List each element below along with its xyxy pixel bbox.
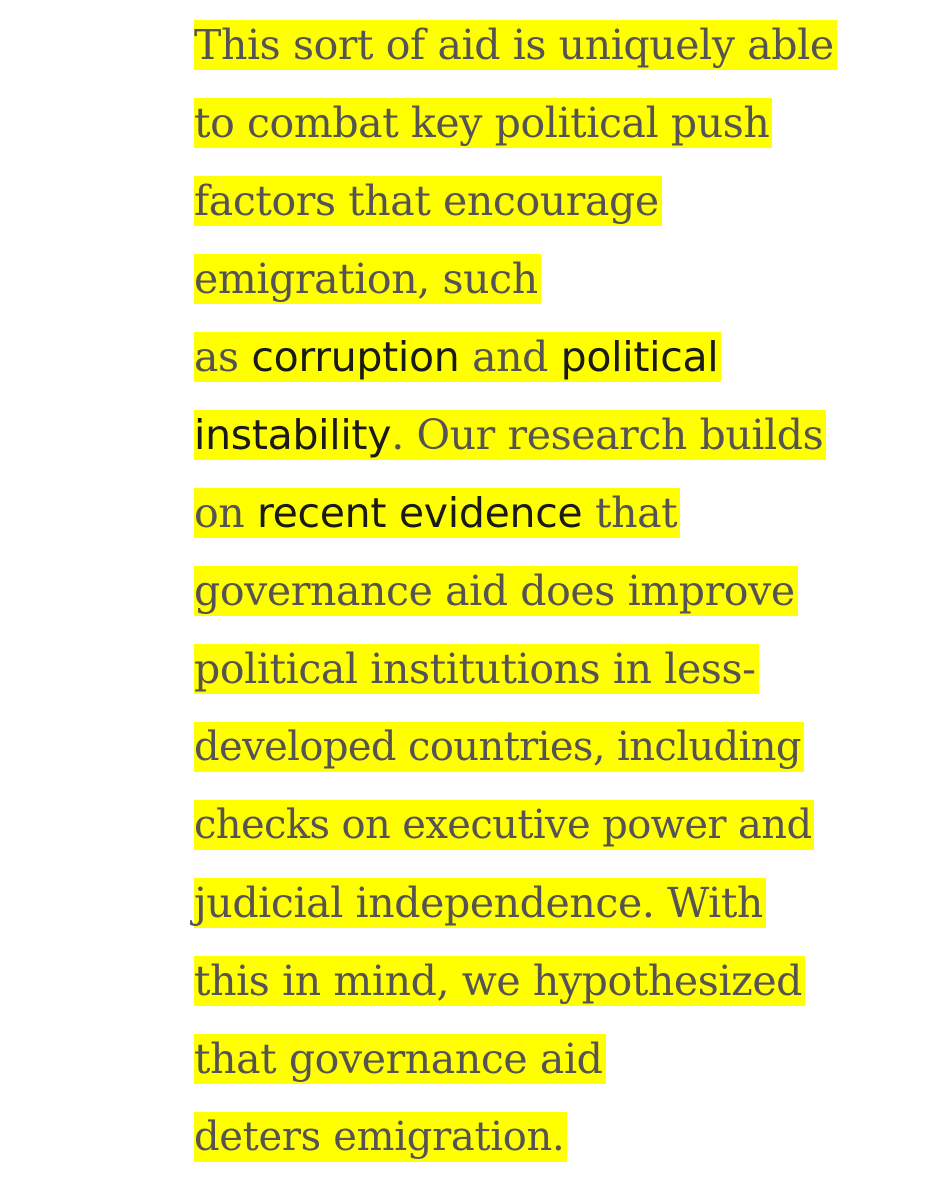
- paragraph-line: [194, 878, 914, 956]
- text-fragment: that: [582, 489, 678, 537]
- line-text: factors that encourage: [194, 176, 662, 226]
- paragraph-line: [194, 176, 914, 254]
- paragraph-line: [194, 410, 914, 488]
- paragraph-line: [194, 800, 914, 878]
- paragraph-line: [194, 1034, 914, 1112]
- political-instability-link-continued[interactable]: instability: [194, 411, 392, 459]
- political-instability-link[interactable]: political: [560, 333, 719, 381]
- line-text: governance aid does improve: [194, 566, 798, 616]
- line-text: deters emigration.: [194, 1112, 567, 1162]
- line-text: this in mind, we hypothesized: [194, 956, 805, 1006]
- line-text: to combat key political push: [194, 98, 772, 148]
- line-text: [194, 488, 680, 538]
- line-text: [194, 410, 826, 460]
- line-text: emigration, such: [194, 254, 541, 304]
- text-fragment: . Our research builds: [391, 411, 824, 459]
- paragraph-line: [194, 20, 914, 98]
- line-text: judicial independence. With: [194, 878, 766, 928]
- line-text: political institutions in less-: [194, 644, 759, 694]
- line-text: checks on executive power and: [194, 800, 814, 850]
- paragraph-line: [194, 254, 914, 332]
- paragraph-line: [194, 566, 914, 644]
- line-text: This sort of aid is uniquely able: [194, 20, 837, 70]
- text-fragment: on: [194, 489, 257, 537]
- text-fragment: and: [459, 333, 561, 381]
- paragraph-line: [194, 722, 914, 800]
- paragraph-line: [194, 488, 914, 566]
- highlighted-paragraph: [194, 20, 914, 1190]
- recent-evidence-link[interactable]: recent evidence: [256, 489, 583, 537]
- line-text: developed countries, including: [194, 722, 804, 772]
- line-text: [194, 332, 721, 382]
- paragraph-line: [194, 98, 914, 176]
- corruption-link[interactable]: corruption: [251, 333, 460, 381]
- paragraph-line: [194, 332, 914, 410]
- paragraph-line: [194, 644, 914, 722]
- paragraph-line: [194, 1112, 914, 1190]
- line-text: that governance aid: [194, 1034, 606, 1084]
- text-fragment: as: [194, 333, 252, 381]
- paragraph-line: [194, 956, 914, 1034]
